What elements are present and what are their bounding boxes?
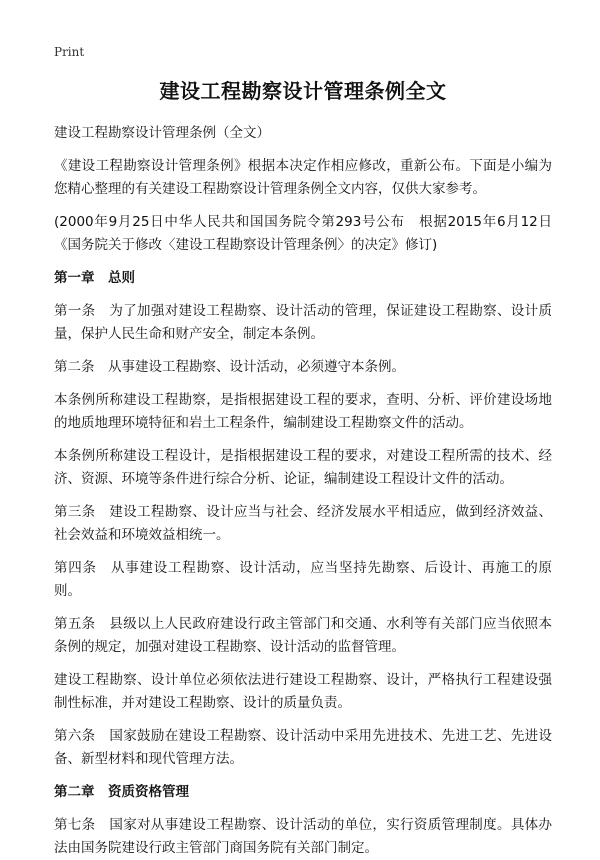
paragraph-design-definition: 本条例所称建设工程设计，是指根据建设工程的要求，对建设工程所需的技术、经济、资源、环境等条件进行综合分析、论证，编制建设工程设计文件的活动。 xyxy=(54,448,552,487)
chapter-heading-1: 第一章 总则 xyxy=(54,270,135,286)
paragraph-intro: 《建设工程勘察设计管理条例》根据本决定作相应修改，重新公布。下面是小编为您精心整理的有关建设工程勘察设计管理条例全文内容，仅供大家参考。 xyxy=(54,158,552,197)
paragraph-subtitle: 建设工程勘察设计管理条例（全文） xyxy=(54,125,270,141)
document-title: 建设工程勘察设计管理条例全文 xyxy=(159,79,447,103)
article-1: 第一条 为了加强对建设工程勘察、设计活动的管理，保证建设工程勘察、设计质量，保护人民生命和财产安全，制定本条例。 xyxy=(54,303,552,342)
chapter-heading-2: 第二章 资质资格管理 xyxy=(54,784,189,800)
print-link[interactable]: Print xyxy=(54,45,85,59)
article-6: 第六条 国家鼓励在建设工程勘察、设计活动中采用先进技术、先进工艺、先进设备、新型材料和现代管理方法。 xyxy=(54,728,552,767)
paragraph-quality-responsibility: 建设工程勘察、设计单位必须依法进行建设工程勘察、设计，严格执行工程建设强制性标准，并对建设工程勘察、设计的质量负责。 xyxy=(54,672,552,711)
document-body xyxy=(54,122,552,860)
paragraph-source-note: (2000年9月25日中华人民共和国国务院令第293号公布 根据2015年6月12日《国务院关于修改〈建设工程勘察设计管理条例〉的决定》修订) xyxy=(54,214,552,253)
article-3: 第三条 建设工程勘察、设计应当与社会、经济发展水平相适应，做到经济效益、社会效益和环境效益相统一。 xyxy=(54,504,552,543)
article-2: 第二条 从事建设工程勘察、设计活动，必须遵守本条例。 xyxy=(54,359,405,375)
article-4: 第四条 从事建设工程勘察、设计活动，应当坚持先勘察、后设计、再施工的原则。 xyxy=(54,560,552,599)
article-7: 第七条 国家对从事建设工程勘察、设计活动的单位，实行资质管理制度。具体办法由国务院建设行政主管部门商国务院有关部门制定。 xyxy=(54,817,552,856)
article-5: 第五条 县级以上人民政府建设行政主管部门和交通、水利等有关部门应当依照本条例的规定，加强对建设工程勘察、设计活动的监督管理。 xyxy=(54,616,552,655)
paragraph-survey-definition: 本条例所称建设工程勘察，是指根据建设工程的要求，查明、分析、评价建设场地的地质地理环境特征和岩土工程条件，编制建设工程勘察文件的活动。 xyxy=(54,392,552,431)
